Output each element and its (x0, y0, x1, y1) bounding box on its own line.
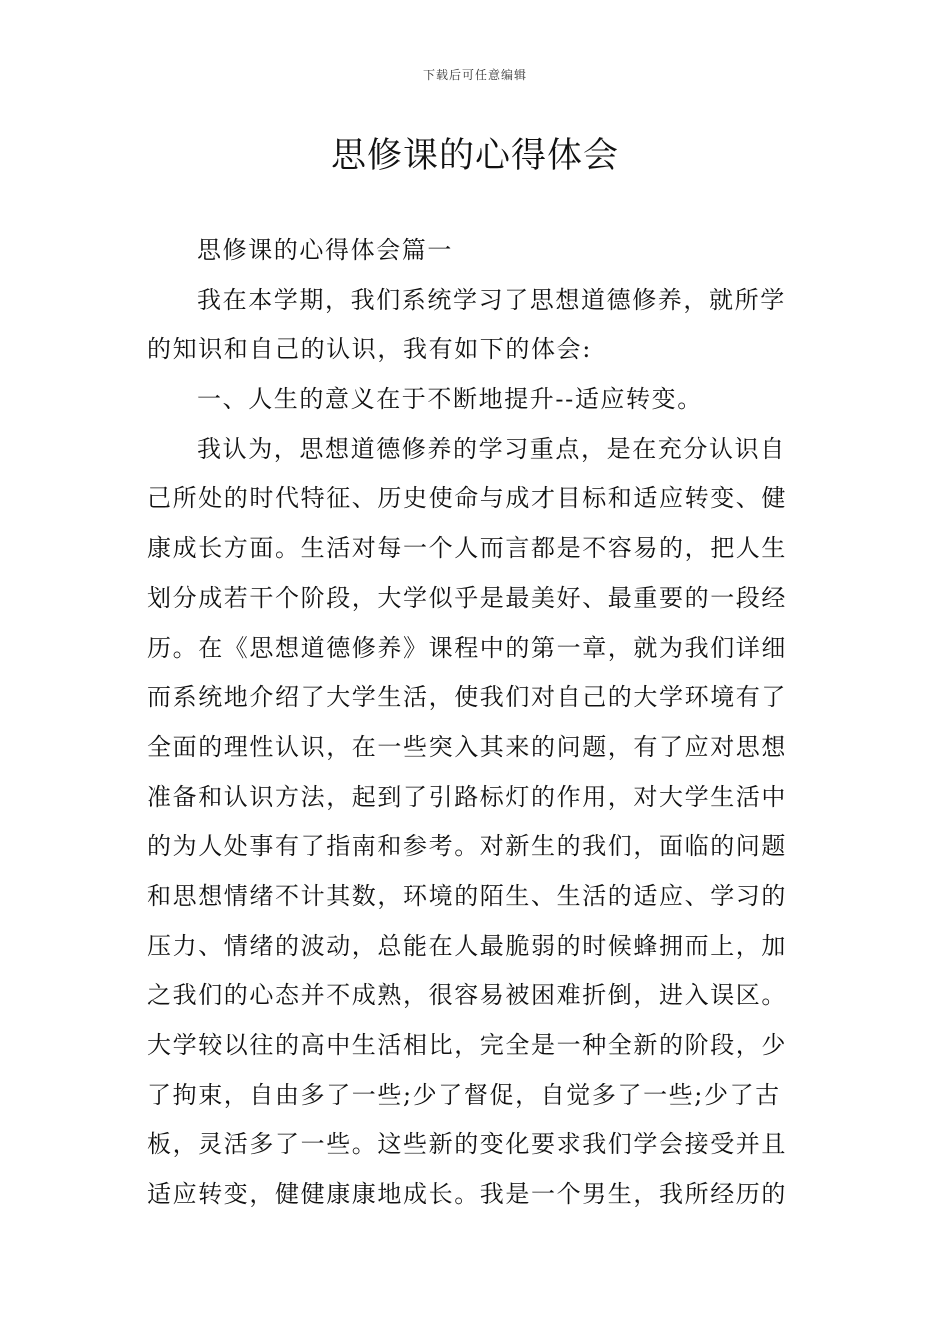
paragraph-line: 准备和认识方法，起到了引路标灯的作用，对大学生活中 (147, 782, 787, 811)
paragraph-line: 而系统地介绍了大学生活，使我们对自己的大学环境有了 (147, 683, 787, 712)
paragraph-line: 和思想情绪不计其数，环境的陌生、生活的适应、学习的 (147, 881, 787, 910)
paragraph-line: 我认为，思想道德修养的学习重点，是在充分认识自 (197, 434, 786, 463)
paragraph-line: 康成长方面。生活对每一个人而言都是不容易的，把人生 (147, 534, 787, 563)
paragraph-line: 全面的理性认识，在一些突入其来的问题，有了应对思想 (147, 732, 787, 761)
paragraph-line: 适应转变，健健康康地成长。我是一个男生，我所经历的 (147, 1180, 787, 1209)
paragraph-line: 压力、情绪的波动，总能在人最脆弱的时候蜂拥而上，加 (147, 931, 787, 960)
paragraph-line: 之我们的心态并不成熟，很容易被困难折倒，进入误区。 (147, 981, 787, 1010)
paragraph-line: 的知识和自己的认识，我有如下的体会: (147, 335, 592, 364)
paragraph-line: 板，灵活多了一些。这些新的变化要求我们学会接受并且 (147, 1130, 787, 1159)
paragraph-line: 划分成若干个阶段，大学似乎是最美好、最重要的一段经 (147, 583, 787, 612)
paragraph-line: 我在本学期，我们系统学习了思想道德修养，就所学 (197, 285, 786, 314)
paragraph-line: 的为人处事有了指南和参考。对新生的我们，面临的问题 (147, 832, 787, 861)
document-title: 思修课的心得体会 (330, 136, 619, 176)
paragraph-line: 大学较以往的高中生活相比，完全是一种全新的阶段，少 (147, 1031, 787, 1059)
paragraph-line: 历。在《思想道德修养》课程中的第一章，就为我们详细 (147, 633, 787, 662)
paragraph-line: 了拘束，自由多了一些;少了督促，自觉多了一些;少了古 (147, 1080, 781, 1109)
document-body (147, 226, 807, 1220)
subheading-line: 一、人生的意义在于不断地提升--适应转变。 (197, 385, 703, 414)
paragraph-line: 己所处的时代特征、历史使命与成才目标和适应转变、健 (147, 484, 787, 513)
section-heading: 思修课的心得体会篇一 (197, 236, 453, 264)
header-note: 下载后可任意编辑 (422, 68, 527, 82)
